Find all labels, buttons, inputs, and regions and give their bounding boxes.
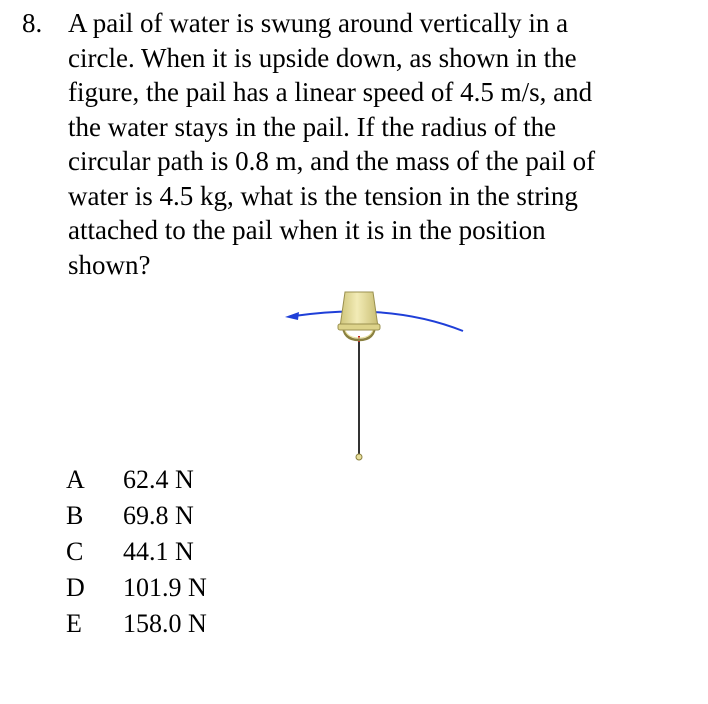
choice-text: 69.8 N xyxy=(123,501,194,530)
direction-arrow-icon xyxy=(285,312,299,320)
question-line: water is 4.5 kg, what is the tension in the string xyxy=(68,180,578,211)
question-line: A pail of water is swung around vertically in a xyxy=(68,8,569,38)
question-text xyxy=(68,6,702,282)
pail-figure xyxy=(280,284,470,464)
choice-text: 158.0 N xyxy=(123,609,207,638)
pail-body xyxy=(340,292,378,327)
choice-text: 101.9 N xyxy=(123,573,207,602)
choice-letter: C xyxy=(66,537,84,566)
pail-diagram xyxy=(280,284,470,464)
choice-text: 62.4 N xyxy=(123,465,194,494)
center-pivot xyxy=(356,454,362,460)
pail-rim xyxy=(338,324,380,330)
question-line: figure, the pail has a linear speed of 4.5 m/s, and xyxy=(68,77,593,107)
question-number: 8. xyxy=(22,8,43,38)
question-line: circle. When it is upside down, as shown in the xyxy=(68,42,577,73)
choice-letter: E xyxy=(66,609,82,638)
question-line: the water stays in the pail. If the radius of the xyxy=(68,111,557,142)
question-line: attached to the pail when it is in the position xyxy=(68,215,546,245)
question-line: shown? xyxy=(68,249,151,280)
question-line: circular path is 0.8 m, and the mass of the pail of xyxy=(68,146,596,176)
choice-letter: A xyxy=(66,465,85,494)
choice-letter: D xyxy=(66,573,85,602)
choice-letter: B xyxy=(66,501,84,530)
choice-text: 44.1 N xyxy=(123,537,194,566)
